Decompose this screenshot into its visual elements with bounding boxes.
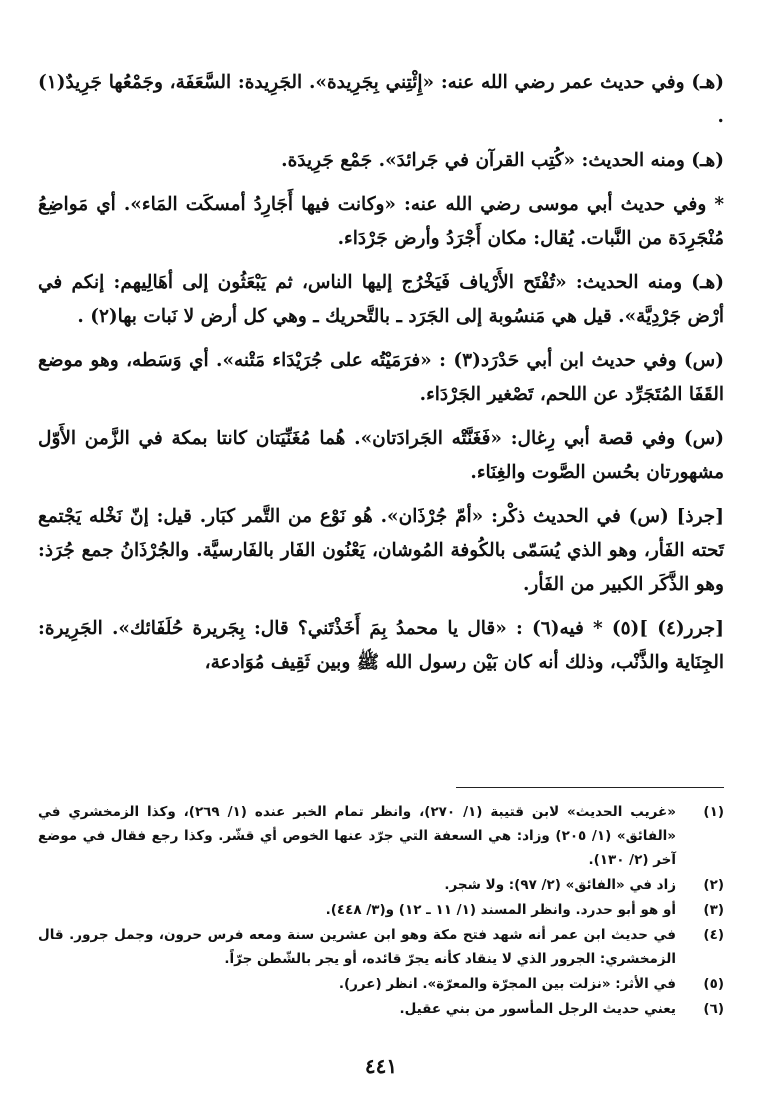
paragraph-umar-jarida: (هـ) وفي حديث عمر رضي الله عنه: «إِئْتِني بِجَرِيدة». الجَرِيدة: السَّعَفَة، وجَمْعُها جَرِيدٌ(١) . (38, 72, 724, 127)
footnote-text: يعني حديث الرجل المأسور من بني عقيل. (399, 1001, 676, 1017)
footnote-number: (١) (703, 804, 724, 820)
footnote-text: «غريب الحديث» لابن قتيبة (١/ ٢٧٠)، وانظر تمام الخبر عنده (١/ ٢٦٩)، وكذا الزمخشري في «الفائق» (١/ ٢٠٥) وزاد: هي السعفة التي جرّد عنها الخوص أي قشّر. وكذا رجع فقال في موضع آخر (٢/ ١٣٠). (38, 804, 677, 868)
paragraph-aryaf: (هـ) ومنه الحديث: «تُفْتَح الأَرْياف فَيَخْرُج إليها الناس، ثم يَبْعَثُون إلى أهَالِيهم: إنكم في أرْض جَرْدِيَّة». قيل هي مَنسُوبة إلى الجَرَد ـ بالتَّحريك ـ وهي كل أرض لا نَبات بها(٢) . (38, 272, 724, 327)
footnotes (38, 800, 724, 1022)
paragraph-abu-musa: * وفي حديث أبي موسى رضي الله عنه: «وكانت فيها أَجَارِدُ أمسكَت المَاء». أي مَواضِعُ مُنْجَرِدَة من النَّبات. يُقال: مكان أَجْرَدُ وأرض جَرْدَاء. (38, 194, 724, 249)
footnote-text: في حديث ابن عمر أنه شهد فتح مكة وهو ابن عشرين سنة ومعه فرس حرون، وجمل جرور. قال الزمخشري: الجرور الذي لا ينقاد كأنه يجرّ قائده، أو يجر بالشّطن جرّاً. (38, 927, 676, 967)
footnote-number: (٢) (703, 877, 724, 893)
footnote (38, 997, 724, 1021)
paragraph-jarira: [جرر(٤) ](٥) * فيه(٦) : «قال يا محمدُ بِمَ أَخَذْتَني؟ قال: بِجَريرة حُلَفَائك». الجَرِيرة: الجِنَاية والذَّنْب، وذلك أنه كان بَيْن رسول الله ﷺ وبين ثَقِيف مُوَادعة، (38, 618, 724, 673)
footnote (38, 923, 724, 971)
footnote-text: زاد في «الفائق» (٢/ ٩٧): ولا شجر. (444, 877, 676, 893)
paragraph-abu-righal: (س) وفي قصة أبي رِغال: «فَغَنَّتْه الجَرادَتان». هُما مُغَنِّيَتان كانتا بمكة في الزَّمن الأَوّل مشهورتان بحُسن الصَّوت والغِنَاء. (38, 428, 724, 483)
footnote-number: (٥) (703, 976, 724, 992)
footnote-number: (٣) (703, 902, 724, 918)
paragraph-jurdhan: [جرذ] (س) في الحديث ذكْر: «أمّ جُرْذَان». هُو نَوْع من التَّمر كبَار. قيل: إنّ نَخْله يَجْتمع تَحته الفَأر، وهو الذي يُسَمّى بالكُوفة المُوشان، يَعْنُون الفَار بالفَارسيَّة. والجُرْذَانُ جمع جُرَذ: وهو الذَّكَر الكبير من الفَأر. (38, 506, 724, 595)
footnote-separator (456, 787, 724, 788)
footnote-text: أو هو أبو حدرد. وانظر المسند (١/ ١١ ـ ١٢) و(٣/ ٤٤٨). (325, 902, 676, 918)
footnote (38, 898, 724, 922)
footnote (38, 800, 724, 872)
paragraph-jaraid: (هـ) ومنه الحديث: «كُتِب القرآن في جَرائدَ». جَمْع جَرِيدَة. (281, 150, 724, 171)
page-number: ٤٤١ (364, 1054, 398, 1078)
main-text (38, 66, 724, 690)
footnote (38, 873, 724, 897)
footnote-text: في الأثر: «نزلت بين المجرّة والمعرّة». انظر (عرر). (338, 976, 676, 992)
footnote-number: (٤) (703, 927, 724, 943)
footnote (38, 972, 724, 996)
paragraph-ibn-abi-hadrad: (س) وفي حديث ابن أبي حَدْرَد(٣) : «فرَمَيْتُه على جُرَيْدَاء مَتْنه». أي وَسَطه، وهو موضع القَفَا المُتَجَرِّد عن اللحم، تَصْغير الجَرْدَاء. (38, 350, 724, 405)
footnote-number: (٦) (703, 1001, 724, 1017)
